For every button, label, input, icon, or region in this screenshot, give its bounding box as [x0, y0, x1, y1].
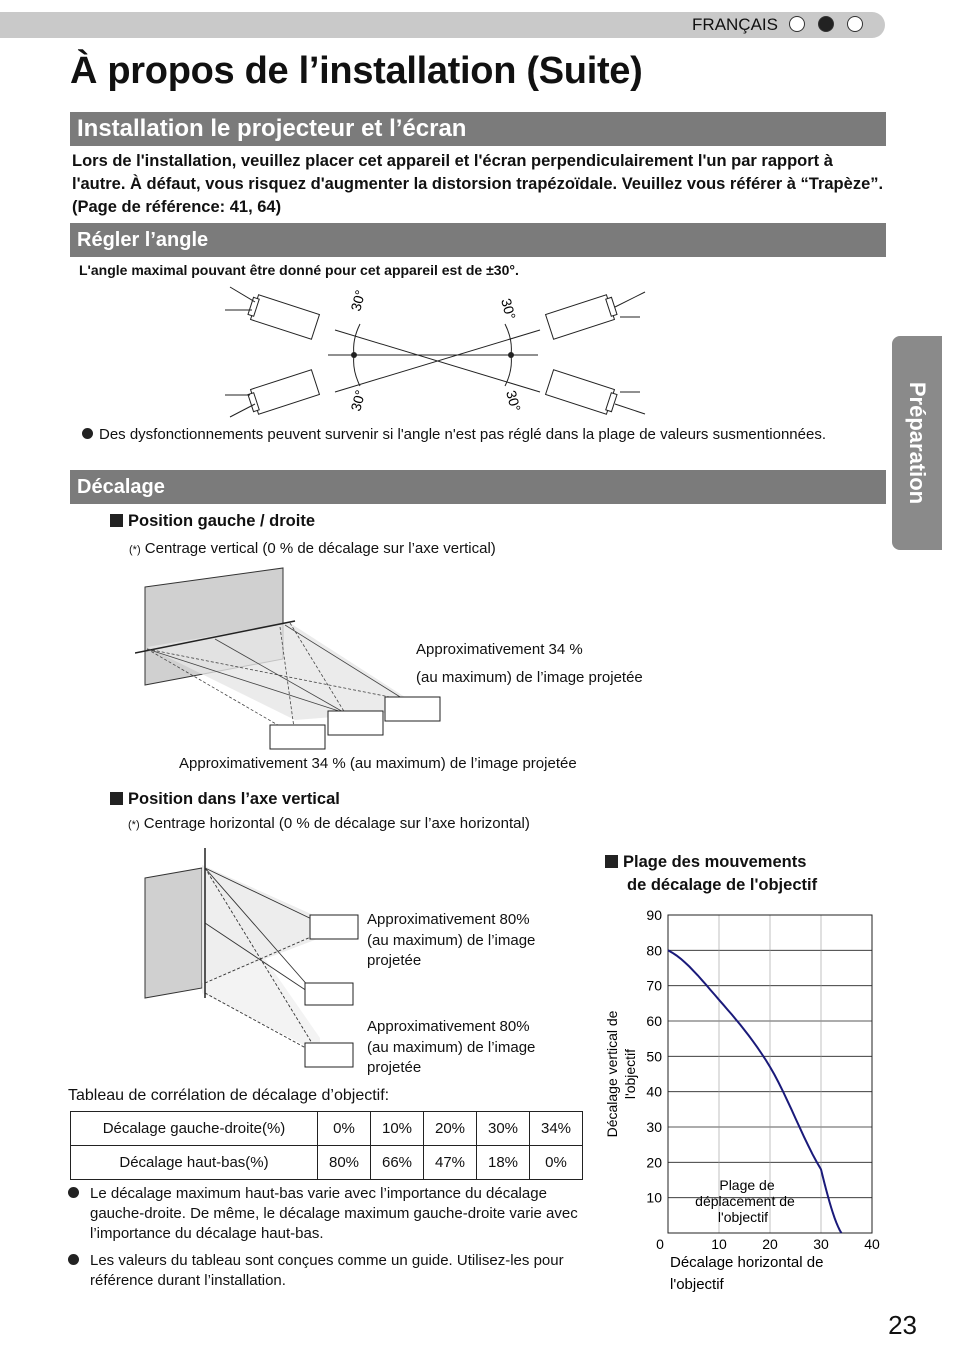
- bullet-icon: [68, 1254, 79, 1265]
- angle-label: 30°: [498, 296, 520, 322]
- table-cell: 10%: [371, 1112, 424, 1146]
- language-label: FRANÇAIS: [692, 15, 778, 34]
- lr-heading: Position gauche / droite: [110, 512, 315, 531]
- y-tick-label: 70: [646, 977, 662, 994]
- vert-label-bottom: Approximativement 80% (au maximum) de l’image projetée: [367, 1018, 536, 1076]
- vert-shift-diagram: [140, 843, 365, 1073]
- y-tick-label: 60: [646, 1013, 662, 1029]
- correlation-table: [70, 1111, 583, 1180]
- section-install-title: Installation le projecteur et l’écran: [70, 112, 886, 146]
- indicator-dot: [789, 16, 805, 32]
- chart-heading: Plage des mouvements de décalage de l'objectif: [605, 851, 817, 897]
- section-angle-title: Régler l’angle: [70, 223, 886, 257]
- angle-note: L'angle maximal pouvant être donné pour cet appareil est de ±30°.: [79, 262, 519, 278]
- indicator-dot-active: [818, 16, 834, 32]
- lr-label-bottom: Approximativement 34 % (au maximum) de l’image projetée: [179, 755, 577, 772]
- table-cell: 34%: [530, 1112, 583, 1146]
- table-row: [71, 1112, 583, 1146]
- x-axis-label-1: Décalage horizontal de: [670, 1254, 824, 1271]
- side-tab[interactable]: [892, 336, 942, 550]
- lr-label-right-2: (au maximum) de l’image projetée: [416, 669, 643, 686]
- vert-label-top: Approximativement 80% (au maximum) de l’image projetée: [367, 911, 536, 969]
- table-cell: 18%: [477, 1146, 530, 1180]
- square-bullet-icon: [605, 855, 618, 868]
- table-caption: Tableau de corrélation de décalage d’objectif:: [68, 1087, 390, 1104]
- table-cell: 66%: [371, 1146, 424, 1180]
- table-cell-label: Décalage haut-bas(%): [71, 1146, 318, 1180]
- table-cell: 0%: [318, 1112, 371, 1146]
- angle-bullet: Des dysfonctionnements peuvent survenir si l'angle n'est pas réglé dans la plage de valeurs susmentionnées.: [82, 425, 842, 445]
- section-install-intro: Lors de l'installation, veuillez placer cet appareil et l'écran perpendiculairement l'un par rapport à l'autre. À défaut, vous risquez d'augmenter la distorsion trapézoïdale. Veuillez vous référer à “Trapèze”. (Page de référence: 41, 64): [72, 152, 884, 216]
- note-1: Le décalage maximum haut-bas varie avec l’importance du décalage gauche-droite. De même, le décalage maximum gauche-droite varie avec l’importance du décalage haut-bas.: [68, 1184, 603, 1244]
- lens-shift-chart: [595, 900, 895, 1300]
- vert-note: (*) Centrage horizontal (0 % de décalage sur l’axe horizontal): [128, 815, 530, 832]
- x-tick-label: 40: [864, 1236, 880, 1252]
- area-label-1: Plage de: [719, 1177, 775, 1193]
- table-cell-label: Décalage gauche-droite(%): [71, 1112, 318, 1146]
- table-cell: 0%: [530, 1146, 583, 1180]
- x-axis-label-2: l'objectif: [670, 1276, 724, 1293]
- indicator-dot: [847, 16, 863, 32]
- y-tick-label: 20: [646, 1154, 662, 1171]
- x-tick-label: 30: [813, 1236, 829, 1252]
- x-tick-label: 10: [711, 1236, 727, 1252]
- y-axis-label-1: Décalage vertical de: [604, 1010, 620, 1138]
- angle-label: 30°: [347, 288, 369, 313]
- square-bullet-icon: [110, 514, 123, 527]
- table-cell: 47%: [424, 1146, 477, 1180]
- angle-diagram: [220, 282, 650, 422]
- x-tick-label: 0: [656, 1236, 664, 1252]
- lr-note: (*) Centrage vertical (0 % de décalage sur l’axe vertical): [129, 540, 496, 557]
- y-tick-label: 50: [646, 1048, 662, 1065]
- y-axis-label-2: l'objectif: [622, 1048, 638, 1100]
- area-label-3: l'objectif: [717, 1209, 769, 1225]
- y-tick-label: 80: [646, 942, 662, 959]
- lr-label-right-1: Approximativement 34 %: [416, 641, 583, 658]
- side-tab-label: Préparation: [905, 381, 930, 505]
- table-cell: 30%: [477, 1112, 530, 1146]
- x-tick-label: 20: [762, 1236, 778, 1252]
- table-cell: 20%: [424, 1112, 477, 1146]
- vert-heading: Position dans l’axe vertical: [110, 790, 340, 809]
- note-2: Les valeurs du tableau sont conçues comme un guide. Utilisez-les pour référence durant l’installation.: [68, 1251, 603, 1291]
- square-bullet-icon: [110, 792, 123, 805]
- y-tick-label: 40: [646, 1083, 662, 1100]
- bullet-icon: [82, 428, 93, 439]
- y-tick-label: 90: [646, 907, 662, 923]
- y-tick-label: 10: [646, 1189, 662, 1206]
- lr-shift-diagram: [135, 565, 455, 755]
- page-title: À propos de l’installation (Suite): [70, 50, 643, 92]
- angle-label: 30°: [503, 388, 525, 414]
- bullet-icon: [68, 1187, 79, 1198]
- section-shift-title: Décalage: [70, 470, 886, 504]
- table-row: [71, 1146, 583, 1180]
- area-label-2: déplacement de: [695, 1193, 795, 1209]
- page-number: 23: [888, 1310, 917, 1340]
- y-tick-label: 30: [646, 1119, 662, 1135]
- table-cell: 80%: [318, 1146, 371, 1180]
- angle-label: 30°: [347, 388, 369, 413]
